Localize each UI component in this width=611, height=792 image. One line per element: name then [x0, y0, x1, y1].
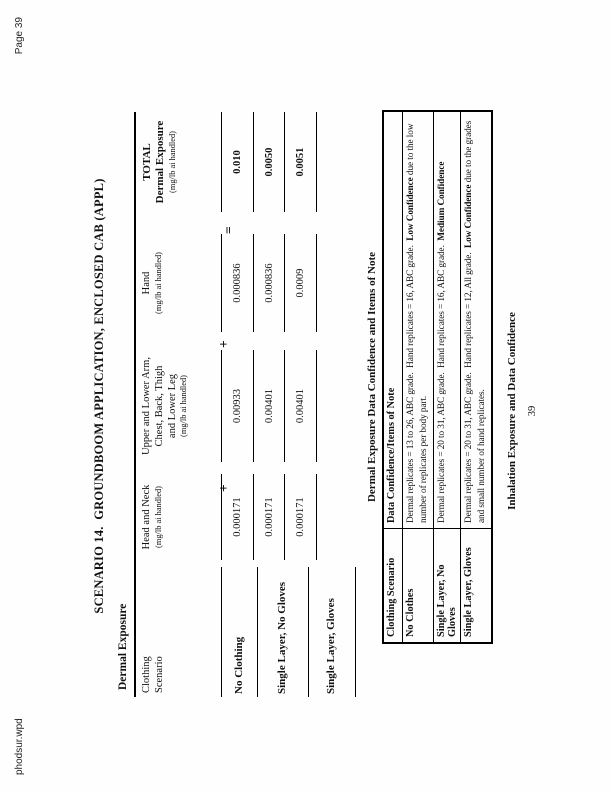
value-hand-row2: 0.000836	[254, 234, 285, 332]
confidence-table-heading: Dermal Exposure Data Confidence and Items of Note	[366, 251, 378, 503]
row-label-single-layer-gloves: Single Layer, Gloves	[309, 567, 356, 697]
confidence-header-clothing-scenario: Clothing Scenario	[384, 528, 403, 642]
filename-label: phodsur.wpd	[14, 718, 25, 775]
section-label-dermal-exposure: Dermal Exposure	[117, 603, 129, 690]
confidence-row1-label: No Clothes	[403, 528, 434, 642]
confidence-header-items-of-note: Data Confidence/Items of Note	[384, 112, 403, 528]
column-clothing-scenario	[136, 567, 356, 697]
confidence-row3-label: Single Layer, Gloves	[461, 528, 491, 642]
column-upper-lower-body	[136, 350, 317, 462]
value-total-row1: 0.010	[222, 112, 254, 212]
value-body-row1: 0.00933	[222, 350, 254, 462]
confidence-row2-note: Dermal replicates = 20 to 31, ABC grade. Hand replicates = 16, ABC grade. Medium Confidence	[434, 112, 461, 528]
value-head-neck-row3: 0.000171	[285, 474, 317, 560]
column-header-upper-lower-body: Upper and Lower Arm, Chest, Back, Thigh and Lower Leg (mg/lb ai handled)	[136, 350, 222, 462]
column-hand	[136, 234, 317, 332]
plus-operator-2: +	[216, 340, 231, 348]
column-header-clothing-scenario: Clothing Scenario	[136, 567, 222, 697]
confidence-table	[382, 110, 493, 644]
column-header-hand: Hand (mg/lb ai handled)	[136, 234, 222, 332]
page-number: 39	[527, 405, 538, 417]
document-title: SCENARIO 14. GROUNDBOOM APPLICATION, ENCLOSED CAB (APPL)	[92, 178, 106, 614]
document-header	[14, 17, 25, 775]
value-total-row2: 0.0050	[254, 112, 285, 212]
inhalation-section-heading: Inhalation Exposure and Data Confidence	[506, 312, 518, 510]
row-label-no-clothing: No Clothing	[222, 567, 258, 697]
value-head-neck-row1: 0.000171	[222, 474, 254, 560]
value-body-row3: 0.00401	[285, 350, 317, 462]
equals-operator: =	[221, 226, 236, 234]
page-header-number: Page 39	[14, 17, 25, 55]
column-total-dermal-exposure	[136, 112, 317, 212]
value-hand-row1: 0.000836	[222, 234, 254, 332]
value-hand-row3: 0.0009	[285, 234, 317, 332]
column-header-total: TOTAL Dermal Exposure (mg/lb ai handled)	[136, 112, 222, 212]
value-total-row3: 0.0051	[285, 112, 317, 212]
confidence-row1-note: Dermal replicates = 13 to 26, ABC grade. Hand replicates = 16, ABC grade. Low Confidence due to the low number of replicates per body part.	[403, 112, 434, 528]
column-header-head-and-neck: Head and Neck (mg/lb ai handled)	[136, 474, 222, 560]
row-label-single-layer-no-gloves: Single Layer, No Gloves	[258, 567, 309, 697]
value-body-row2: 0.00401	[254, 350, 285, 462]
confidence-row2-label: Single Layer, No Gloves	[434, 528, 461, 642]
plus-operator-1: +	[216, 484, 231, 492]
confidence-row3-note: Dermal replicates = 20 to 31, ABC grade. Hand replicates = 12, All grade. Low Confidence due to the grades and small number of hand replicates.	[464, 118, 488, 523]
value-head-neck-row2: 0.000171	[254, 474, 285, 560]
